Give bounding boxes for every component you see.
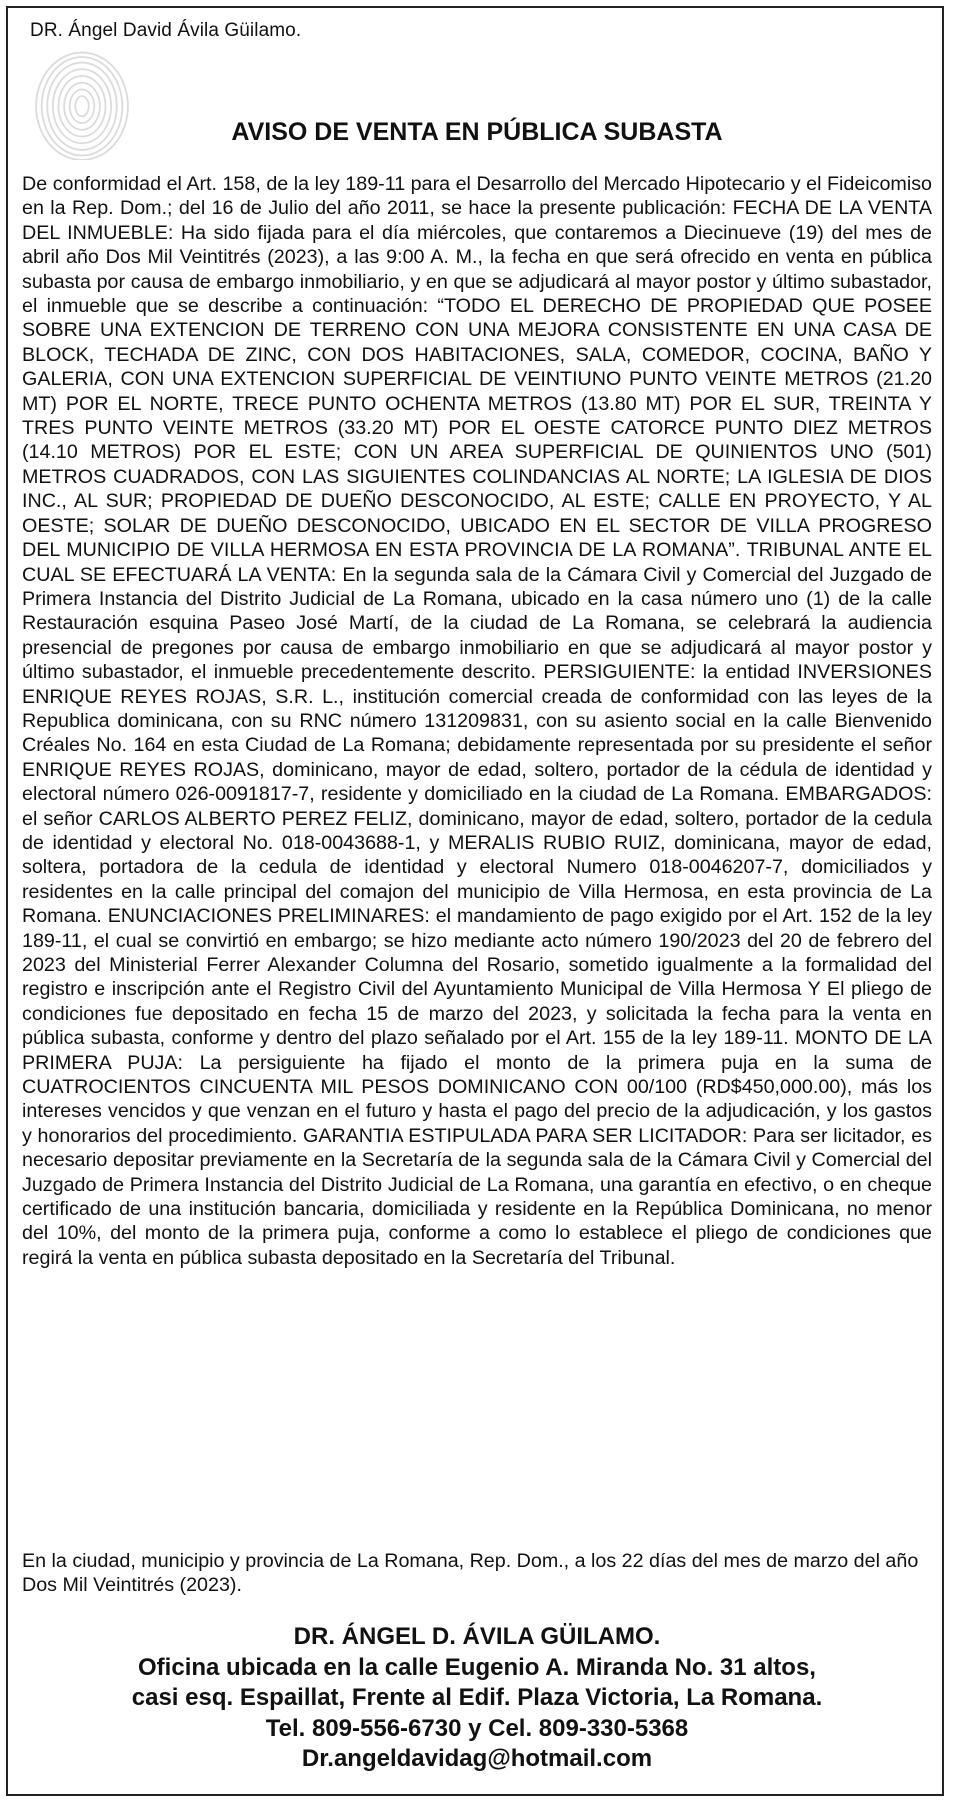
phone-numbers: Tel. 809-556-6730 y Cel. 809-330-5368 (265, 1714, 689, 1742)
notice-closing: En la ciudad, municipio y provincia de La Romana, Rep. Dom., a los 22 días del mes de marzo del año Dos Mil Veintitrés (2023). (22, 1550, 919, 1597)
notice-body: De conformidad el Art. 158, de la ley 189-11 para el Desarrollo del Mercado Hipotecario y el Fideicomiso en la Rep. Dom.; del 16 de Julio del año 2011, se hace la presente publicación: FECHA DE LA VENTA DEL INMUEBLE: Ha sido fijada para el día miércoles, que contaremos a Diecinueve (19) del mes de abril año Dos Mil Veintitrés (2023), a las 9:00 A. M., la fecha en que será ofrecido en venta en pública subasta por causa de embargo inmobiliario, y en que se adjudicará al mayor postor y último subastador, el inmueble que se describe a continuación: “TODO EL DERECHO DE PROPIEDAD QUE POSEE SOBRE UNA EXTENCION DE TERRENO CON UNA MEJORA CONSISTENTE EN UNA CASA DE BLOCK, TECHADA DE ZINC, CON DOS HABITACIONES, SALA, COMEDOR, COCINA, BAÑO Y GALERIA, CON UNA EXTENCION SUPERFICIAL DE VEINTIUNO PUNTO VEINTE METROS (21.20 MT) POR EL NORTE, TRECE PUNTO OCHENTA METROS (13.80 MT) POR EL SUR, TREINTA Y TRES PUNTO VEINTE METROS (33.20 MT) POR EL OESTE CATORCE PUNTO DIEZ METROS (14.10 METROS) POR EL ESTE; CON UN AREA SUPERFICIAL DE QUINIENTOS UNO (501) METROS CUADRADOS, CON LAS SIGUIENTES COLINDANCIAS AL NORTE; LA IGLESIA DE DIOS INC., AL SUR; PROPIEDAD DE DUEÑO DESCONOCIDO, AL ESTE; CALLE EN PROYECTO, Y AL OESTE; SOLAR DE DUEÑO DESCONOCIDO, UBICADO EN EL SECTOR DE VILLA PROGRESO DEL MUNICIPIO DE VILLA HERMOSA EN ESTA PROVINCIA DE LA ROMANA”. TRIBUNAL ANTE EL CUAL SE EFECTUARÁ LA VENTA: En la segunda sala de la Cámara Civil y Comercial del Juzgado de Primera Instancia del Distrito Judicial de La Romana, ubicado en la casa número uno (1) de la calle Restauración esquina Paseo José Martí, de la ciudad de La Romana, se celebrará la audiencia presencial de pregones por causa de embargo inmobiliario en que se adjudicará al mayor postor y último subastador, el inmueble precedentemente descrito. PERSIGUIENTE: la entidad INVERSIONES ENRIQUE REYES ROJAS, S.R. L., institución comercial creada de conformidad con las leyes de la Republica dominicana, con su RNC número 131209831, con su asiento social en la calle Bienvenido Créales No. 164 en esta Ciudad de La Romana; debidamente representada por su presidente el señor ENRIQUE REYES ROJAS, dominicano, mayor de edad, soltero, portador de la cédula de identidad y electoral número 026-0091817-7, residente y domiciliado en la ciudad de La Romana. EMBARGADOS: el señor CARLOS ALBERTO PEREZ FELIZ, dominicano, mayor de edad, soltero, portador de la cedula de identidad y electoral No. 018-0043688-1, y MERALIS RUBIO RUIZ, dominicana, mayor de edad, soltera, portadora de la cedula de identidad y electoral Numero 018-0046207-7, domiciliados y residentes en la calle principal del comajon del municipio de Villa Hermosa, en esta provincia de La Romana. ENUNCIACIONES PRELIMINARES: el mandamiento de pago exigido por el Art. 152 de la ley 189-11, el cual se convirtió en embargo; se hizo mediante acto número 190/2023 del 20 de febrero del 2023 del Ministerial Ferrer Alexander Columna del Rosario, sometido igualmente a la formalidad del registro e inscripción ante el Registro Civil del Ayuntamiento Municipal de Villa Hermosa Y El pliego de condiciones fue depositado en fecha 15 de marzo del 2023, y solicitada la fecha para la venta en pública subasta, conforme y dentro del plazo señalado por el Art. 155 de la ley 189-11. MONTO DE LA PRIMERA PUJA: La persiguiente ha fijado el monto de la primera puja en la suma de CUATROCIENTOS CINCUENTA MIL PESOS DOMINICANO CON 00/100 (RD$450,000.00), más los intereses vencidos y que venzan en el futuro y hasta el pago del precio de la adjudicación, y los gastos y honorarios del procedimiento. GARANTIA ESTIPULADA PARA SER LICITADOR: Para ser licitador, es necesario depositar previamente en la Secretaría de la segunda sala de la Cámara Civil y Comercial del Juzgado de Primera Instancia del Distrito Judicial de La Romana, una garantía en efectivo, o en cheque certificado de una institución bancaria, domiciliada y residente en la República Dominicana, no menor del 10%, del monto de la primera puja, conforme a como lo establece el pliego de condiciones que regirá la venta en pública subasta depositado en la Secretaría del Tribunal. (22, 173, 932, 1269)
office-address-line-2: casi esq. Espaillat, Frente al Edif. Plaza Victoria, La Romana. (131, 1684, 823, 1711)
notice-title: AVISO DE VENTA EN PÚBLICA SUBASTA (231, 118, 723, 146)
signature-block (0, 1622, 954, 1775)
header-author: DR. Ángel David Ávila Güilamo. (30, 20, 302, 41)
email-address: Dr.angeldavidag@hotmail.com (301, 1745, 653, 1772)
office-address-line-1: Oficina ubicada en la calle Eugenio A. Miranda No. 31 altos, (138, 1653, 816, 1681)
signature-name: DR. ÁNGEL D. ÁVILA GÜILAMO. (293, 1623, 661, 1650)
